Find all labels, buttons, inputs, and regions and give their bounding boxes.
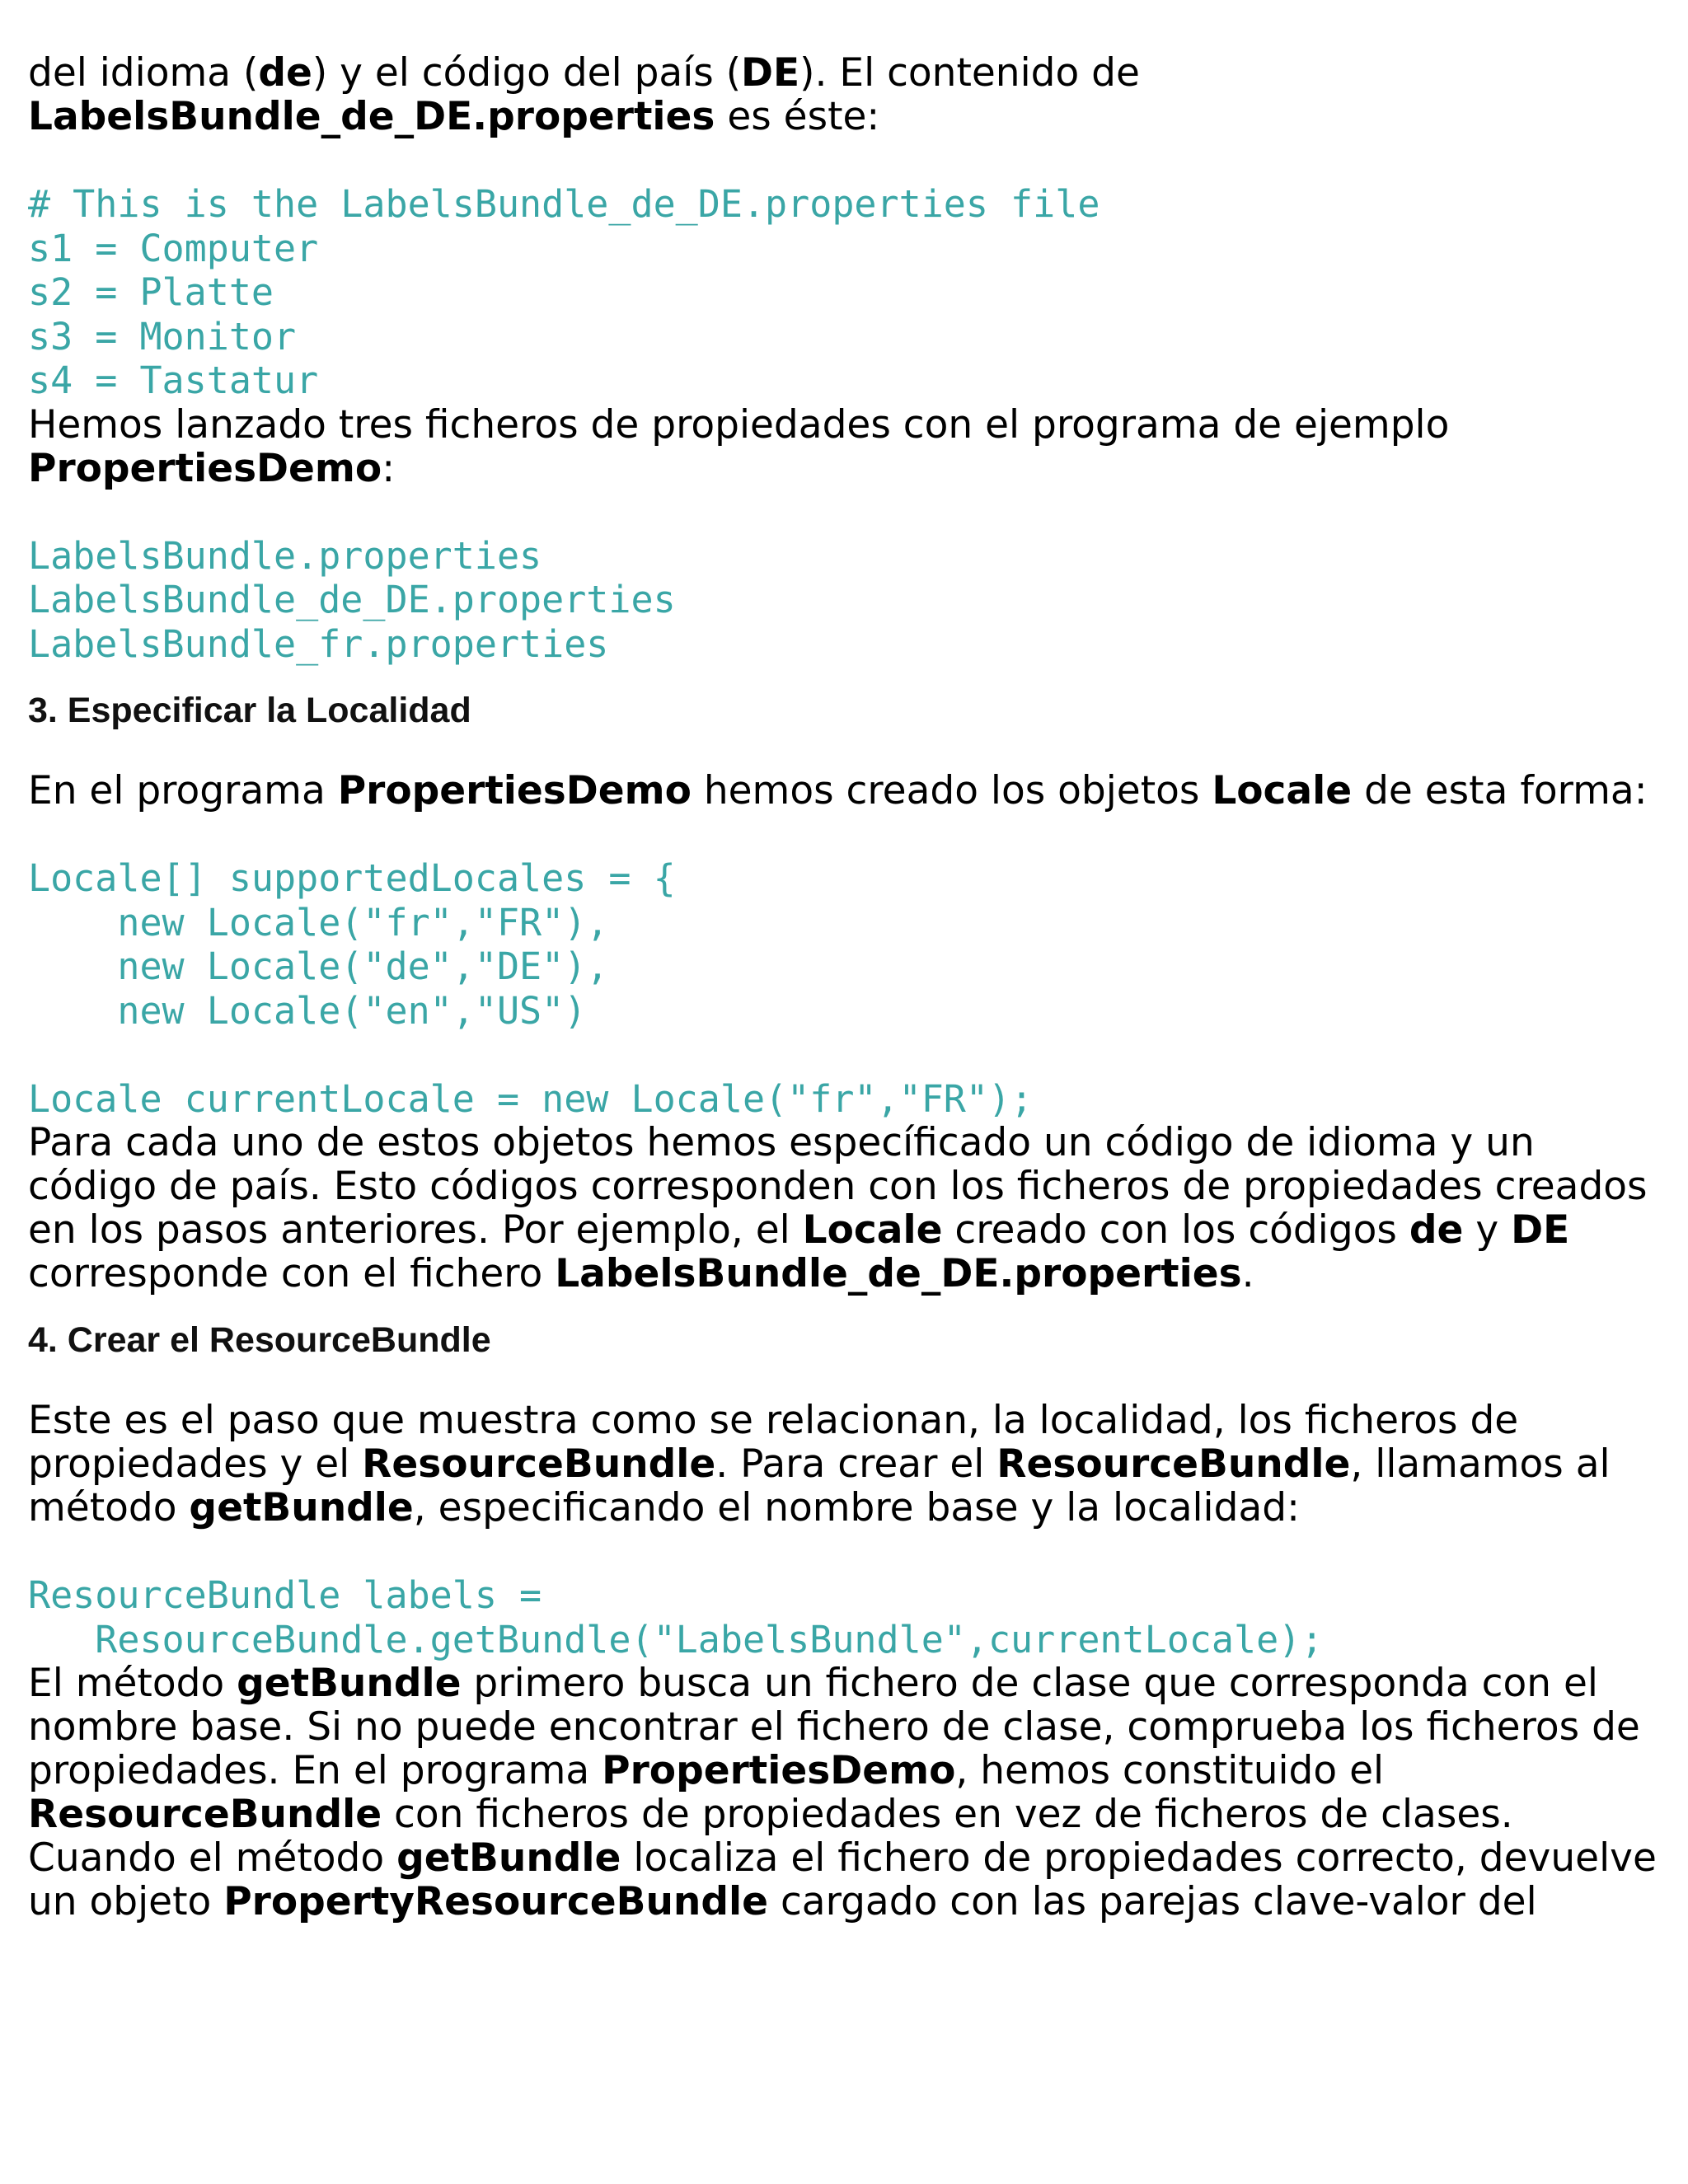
paragraph-create-bundle [28,1399,1668,1530]
text-line: LabelsBundle_de_DE.properties es éste: [28,94,880,139]
code-line: LabelsBundle_de_DE.properties [28,578,676,621]
code-line [28,1033,1668,1077]
text-line: El método getBundle primero busca un fichero de clase que corresponda con el [28,1661,1598,1706]
paragraph-locale-codes [28,1121,1668,1296]
code-line: ResourceBundle labels = [28,1573,542,1617]
text-line: Para cada uno de estos objetos hemos específicado un código de idioma y un [28,1120,1535,1165]
code-line: s3 = Monitor [28,314,297,359]
code-line: s1 = Computer [28,226,319,270]
code-line: new Locale("en","US") [28,988,587,1033]
document-page [28,51,1668,1924]
code-line: LabelsBundle.properties [28,533,542,578]
code-line: s4 = Tastatur [28,359,319,402]
text-line: nombre base. Si no puede encontrar el fichero de clase, comprueba los ficheros de [28,1704,1640,1750]
text-line: corresponde con el fichero LabelsBundle_de_DE.properties. [28,1251,1254,1296]
text-line: propiedades. En el programa PropertiesDemo, hemos constituido el [28,1748,1385,1793]
section-heading-resourcebundle: 4. Crear el ResourceBundle [28,1320,491,1360]
paragraph-getbundle-behavior [28,1661,1668,1924]
text-line: En el programa PropertiesDemo hemos creado los objetos Locale de esta forma: [28,768,1648,813]
text-line: propiedades y el ResourceBundle. Para crear el ResourceBundle, llamamos al [28,1441,1611,1487]
code-line: Locale currentLocale = new Locale("fr","FR"); [28,1076,1034,1121]
text-line: Este es el paso que muestra como se relacionan, la localidad, los ficheros de [28,1398,1519,1443]
text-line: del idioma (de) y el código del país (DE). El contenido de [28,50,1140,96]
code-block-locales [28,856,1668,1121]
code-line: LabelsBundle_fr.properties [28,621,609,666]
text-line: Cuando el método getBundle localiza el fichero de propiedades correcto, devuelve [28,1835,1657,1881]
code-line: ResourceBundle.getBundle("LabelsBundle",currentLocale); [28,1617,1324,1661]
text-line: método getBundle, especificando el nombre base y la localidad: [28,1485,1300,1530]
text-line: código de país. Esto códigos corresponden con los ficheros de propiedades creados [28,1164,1648,1209]
code-block-getbundle [28,1573,1668,1661]
text-line: ResourceBundle con ficheros de propiedades en vez de ficheros de clases. [28,1792,1513,1837]
section-heading-locale: 3. Especificar la Localidad [28,691,471,730]
text-line: un objeto PropertyResourceBundle cargado con las parejas clave-valor del [28,1879,1537,1924]
text-line: PropertiesDemo: [28,445,396,491]
code-line: new Locale("de","DE"), [28,944,609,988]
text-line: Hemos lanzado tres ficheros de propiedades con el programa de ejemplo [28,401,1450,448]
paragraph-three-files [28,403,1668,490]
code-line: Locale[] supportedLocales = { [28,856,676,900]
paragraph-intro [28,51,1668,138]
code-line: # This is the LabelsBundle_de_DE.properties file [28,182,1100,226]
code-line: s2 = Platte [28,270,274,314]
paragraph-locale-objects [28,769,1668,813]
text-line: en los pasos anteriores. Por ejemplo, el Locale creado con los códigos de y DE [28,1207,1570,1253]
code-line: new Locale("fr","FR"), [28,900,609,944]
code-block-file-list [28,534,1668,667]
code-block-properties-file [28,182,1668,403]
